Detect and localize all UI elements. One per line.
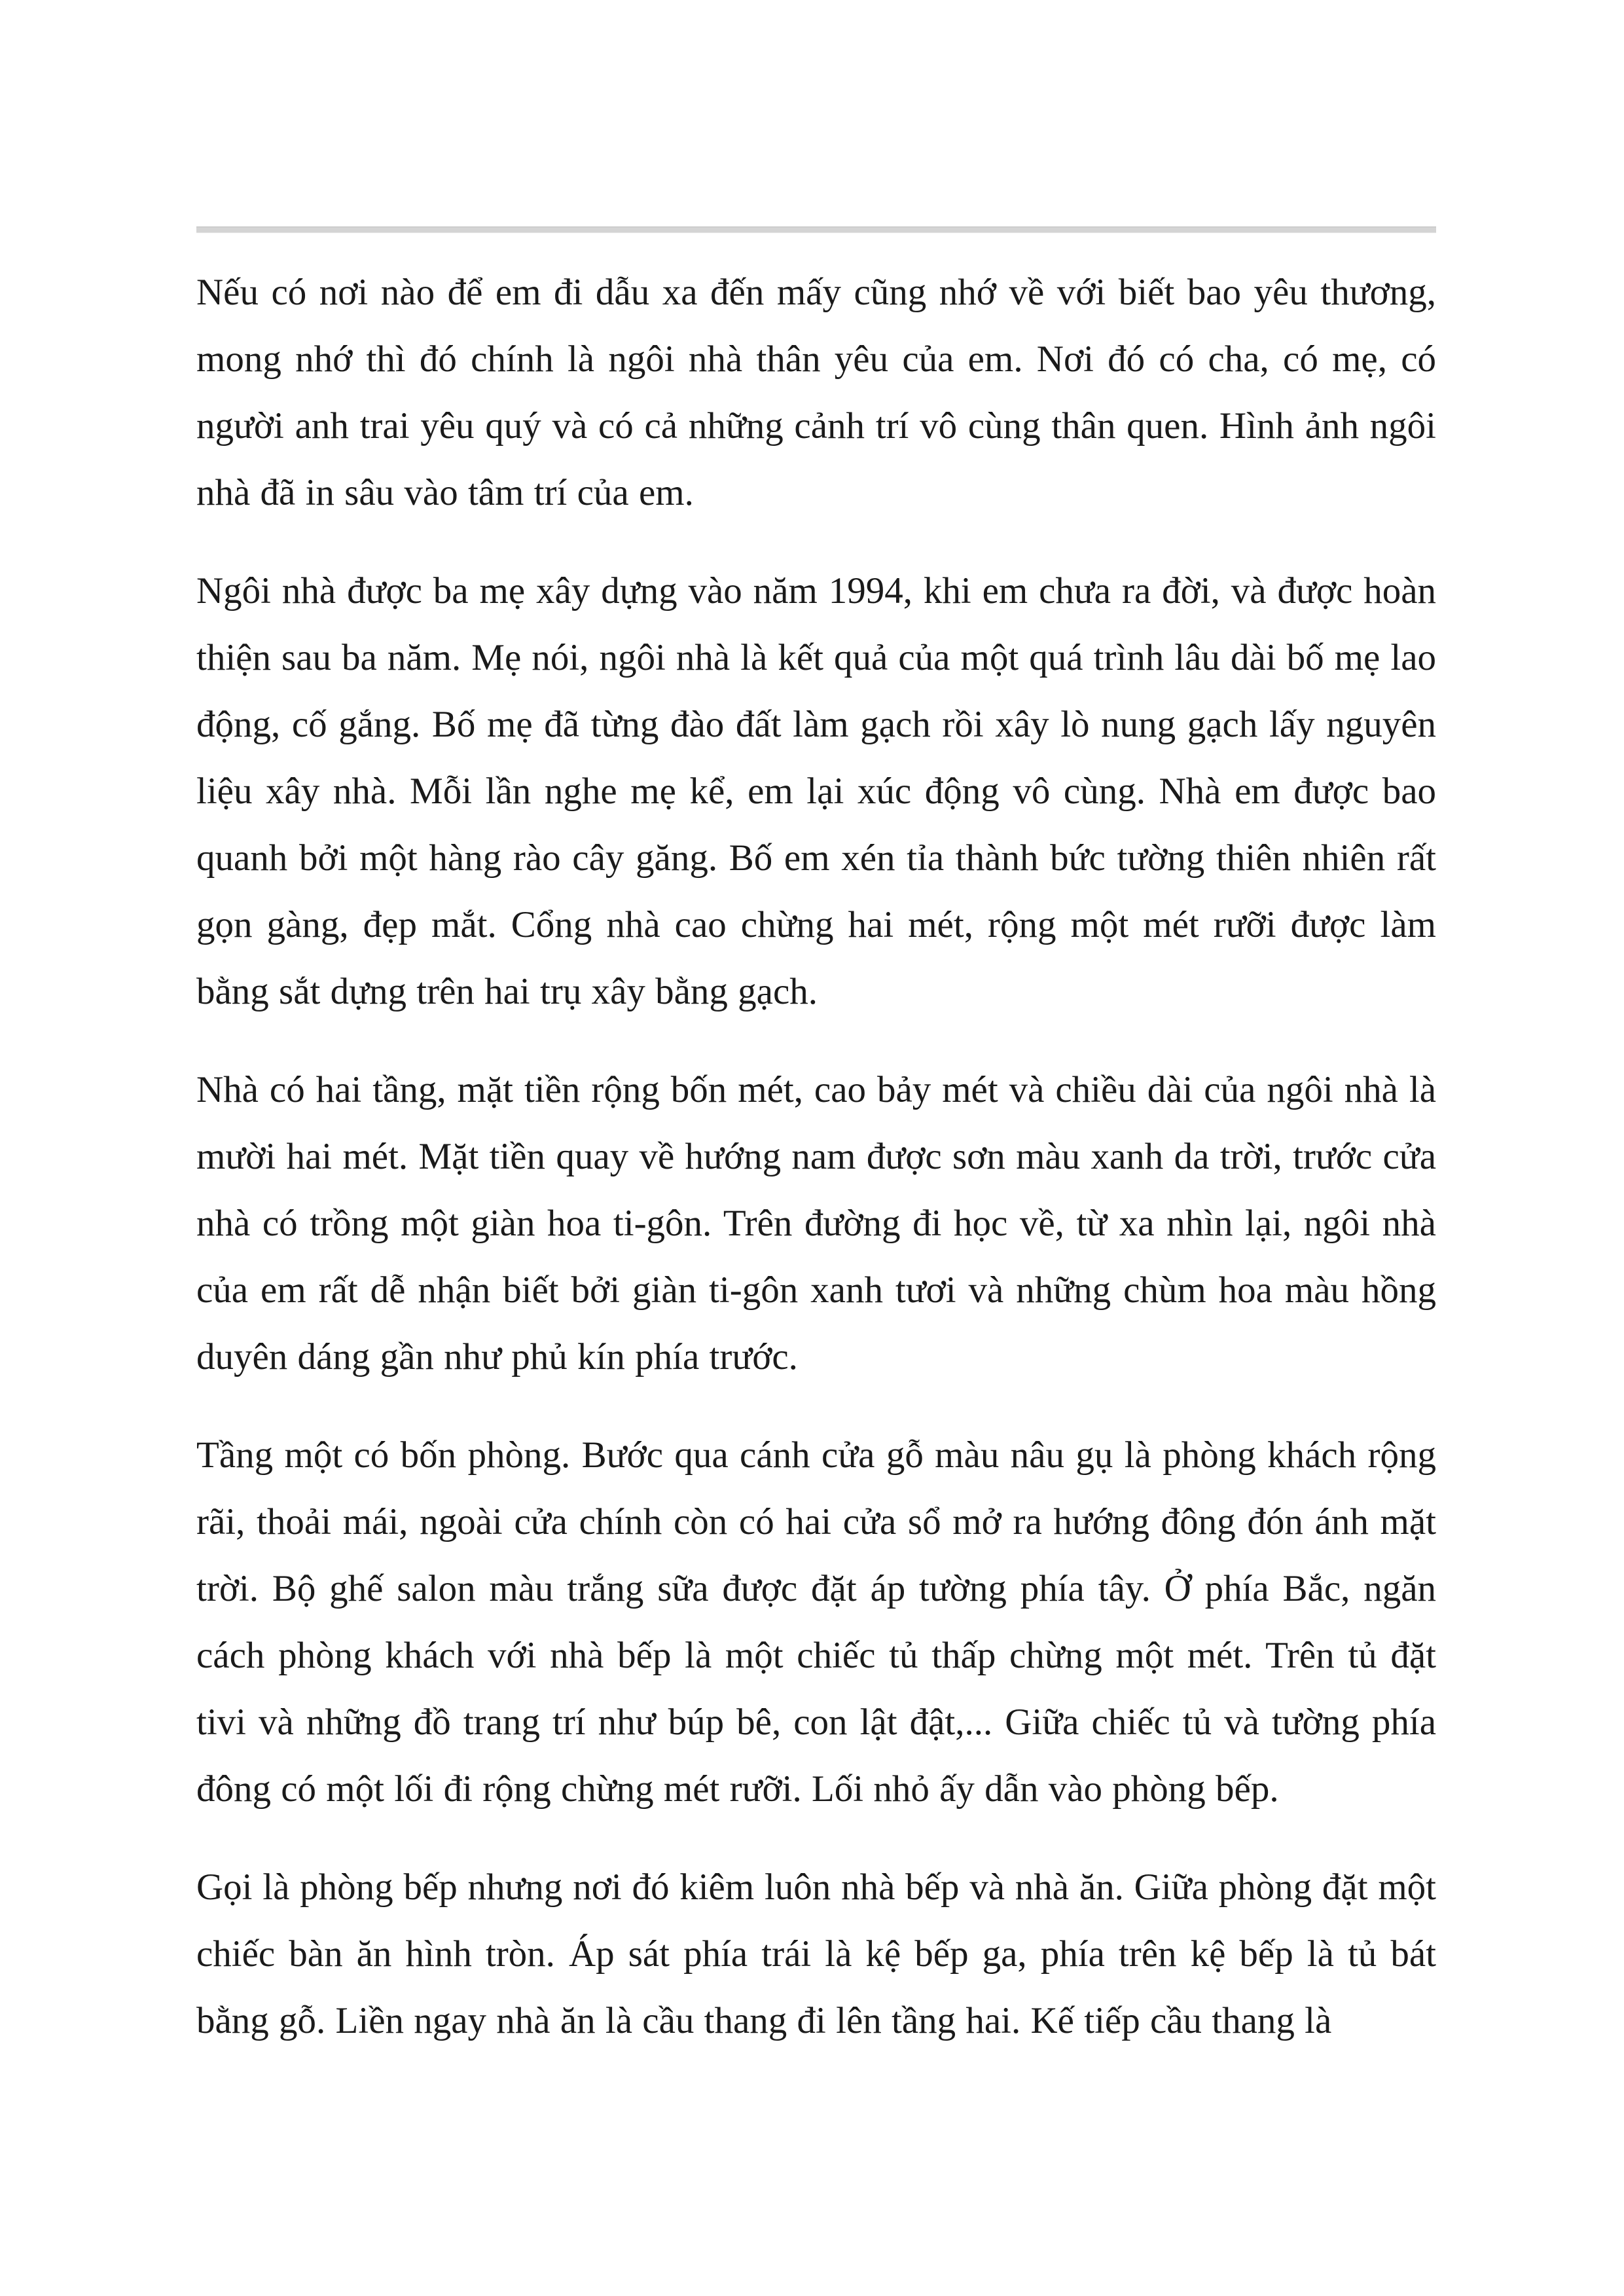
paragraph: Gọi là phòng bếp nhưng nơi đó kiêm luôn nhà bếp và nhà ăn. Giữa phòng đặt một chiếc bàn ăn hình tròn. Áp sát phía trái là kệ bếp ga, phía trên kệ bếp là tủ bát bằng gỗ. Liền ngay nhà ăn là cầu thang đi lên tầng hai. Kế tiếp cầu thang là [196, 1867, 1436, 2041]
paragraph: Nếu có nơi nào để em đi dẫu xa đến mấy cũng nhớ về với biết bao yêu thương, mong nhớ thì đó chính là ngôi nhà thân yêu của em. Nơi đó có cha, có mẹ, có người anh trai yêu quý và có cả những cảnh trí vô cùng thân quen. Hình ảnh ngôi nhà đã in sâu vào tâm trí của em. [196, 272, 1436, 513]
paragraph: Nhà có hai tầng, mặt tiền rộng bốn mét, cao bảy mét và chiều dài của ngôi nhà là mười hai mét. Mặt tiền quay về hướng nam được sơn màu xanh da trời, trước cửa nhà có trồng một giàn hoa ti-gôn. Trên đường đi học về, từ xa nhìn lại, ngôi nhà của em rất dễ nhận biết bởi giàn ti-gôn xanh tươi và những chùm hoa màu hồng duyên dáng gần như phủ kín phía trước. [196, 1069, 1436, 1377]
horizontal-divider [196, 227, 1436, 233]
paragraph: Ngôi nhà được ba mẹ xây dựng vào năm 1994, khi em chưa ra đời, và được hoàn thiện sau ba năm. Mẹ nói, ngôi nhà là kết quả của một quá trình lâu dài bố mẹ lao động, cố gắng. Bố mẹ đã từng đào đất làm gạch rồi xây lò nung gạch lấy nguyên liệu xây nhà. Mỗi lần nghe mẹ kể, em lại xúc động vô cùng. Nhà em được bao quanh bởi một hàng rào cây găng. Bố em xén tỉa thành bức tường thiên nhiên rất gọn gàng, đẹp mắt. Cổng nhà cao chừng hai mét, rộng một mét rưỡi được làm bằng sắt dựng trên hai trụ xây bằng gạch. [196, 570, 1436, 1012]
paragraph: Tầng một có bốn phòng. Bước qua cánh cửa gỗ màu nâu gụ là phòng khách rộng rãi, thoải mái, ngoài cửa chính còn có hai cửa sổ mở ra hướng đông đón ánh mặt trời. Bộ ghế salon màu trắng sữa được đặt áp tường phía tây. Ở phía Bắc, ngăn cách phòng khách với nhà bếp là một chiếc tủ thấp chừng một mét. Trên tủ đặt tivi và những đồ trang trí như búp bê, con lật đật,... Giữa chiếc tủ và tường phía đông có một lối đi rộng chừng mét rưỡi. Lối nhỏ ấy dẫn vào phòng bếp. [196, 1434, 1436, 1810]
document-body [196, 259, 1436, 2086]
